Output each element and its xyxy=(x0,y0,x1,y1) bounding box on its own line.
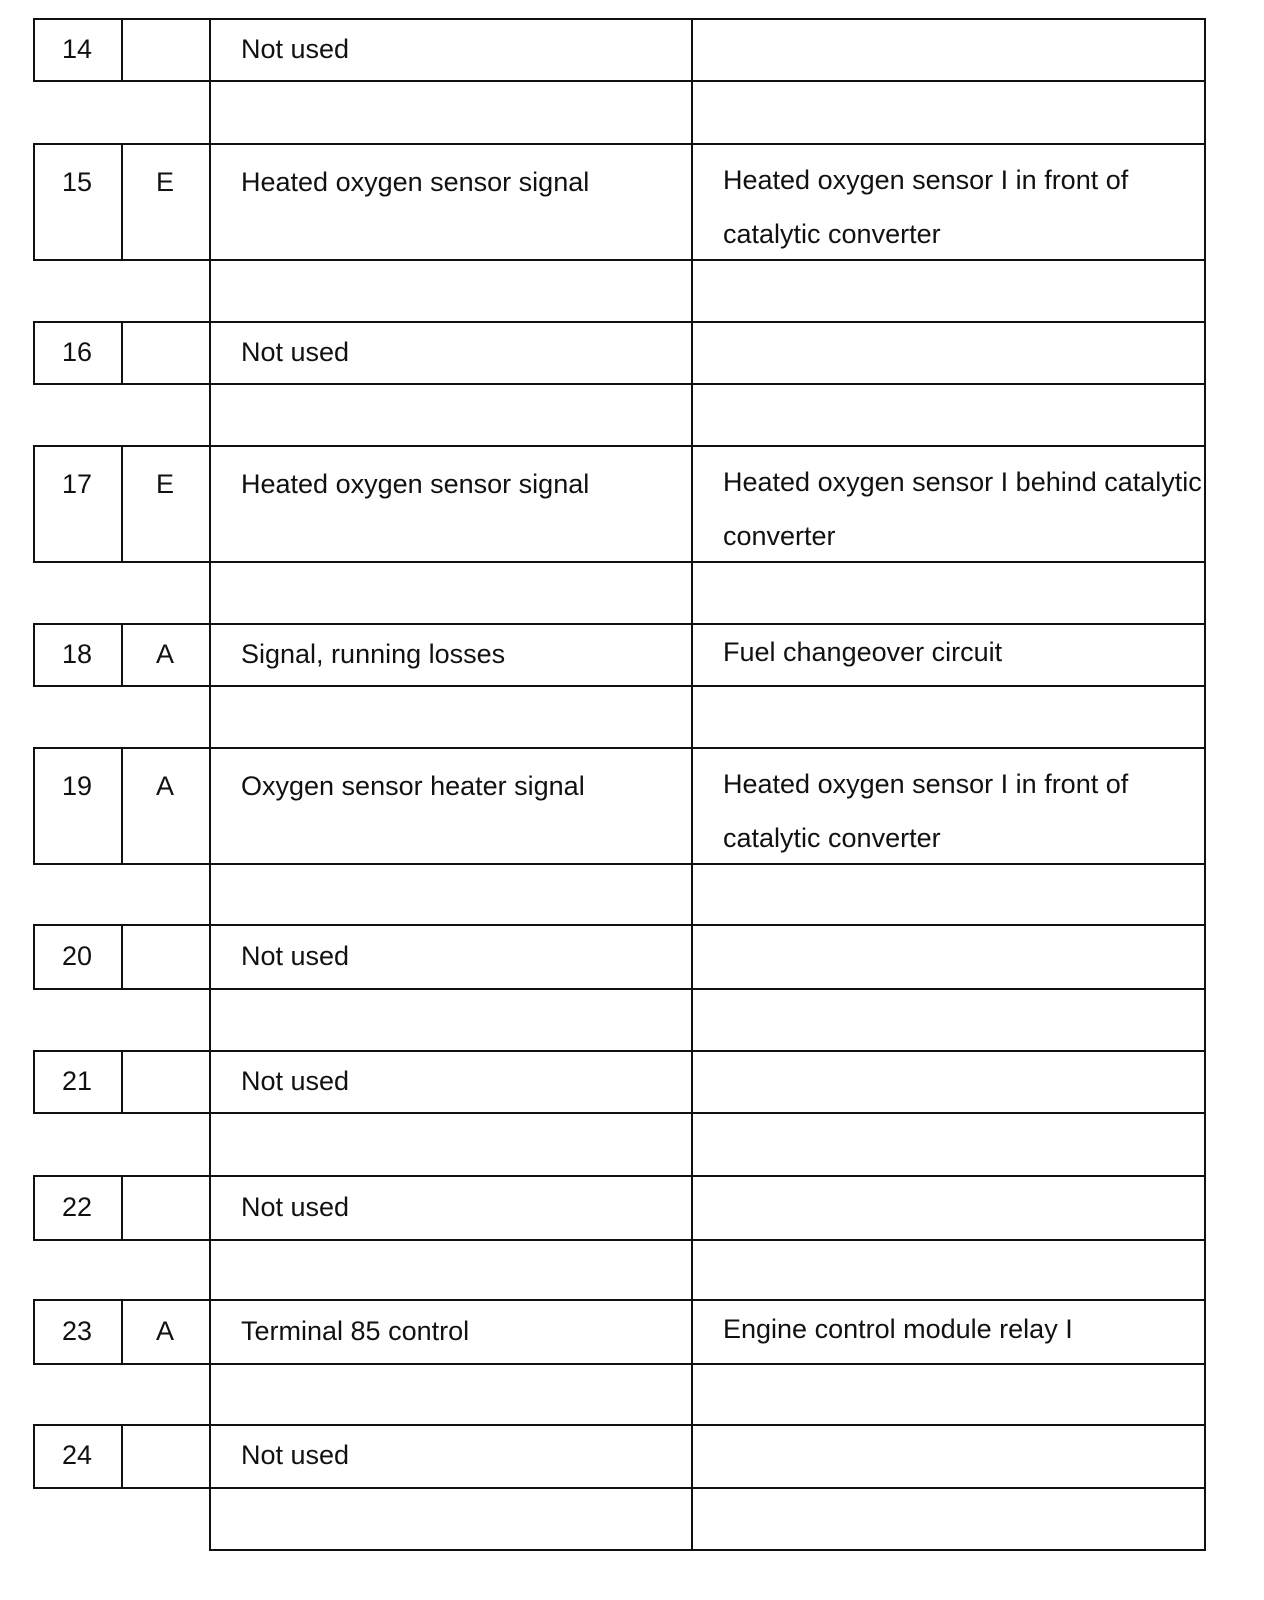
pin-type: A xyxy=(155,771,174,801)
signal-description: Heated oxygen sensor signal xyxy=(241,167,590,197)
pin-number: 21 xyxy=(61,1066,93,1096)
pin-type: A xyxy=(155,639,174,669)
grid-line-horizontal xyxy=(33,259,1206,261)
grid-line-horizontal xyxy=(33,1112,1206,1114)
signal-description: Not used xyxy=(241,1192,350,1222)
pin-type: E xyxy=(155,167,174,197)
grid-line-horizontal xyxy=(33,988,1206,990)
signal-description: Not used xyxy=(241,941,350,971)
signal-description: Not used xyxy=(241,34,350,64)
grid-line-horizontal xyxy=(33,1239,1206,1241)
grid-line-horizontal xyxy=(33,863,1206,865)
signal-description: Not used xyxy=(241,1066,350,1096)
destination-component xyxy=(691,16,1204,78)
signal-description: Signal, running losses xyxy=(241,639,506,669)
signal-description: Oxygen sensor heater signal xyxy=(241,771,585,801)
grid-line-horizontal xyxy=(33,1363,1206,1365)
pin-number: 15 xyxy=(61,167,93,197)
pin-number: 16 xyxy=(61,337,93,367)
signal-description: Heated oxygen sensor signal xyxy=(241,469,590,499)
destination-component: Heated oxygen sensor I in front of catalytic converter xyxy=(723,165,1129,249)
destination-component xyxy=(691,922,1204,986)
signal-description: Not used xyxy=(241,337,350,367)
pin-number: 22 xyxy=(61,1192,93,1222)
pin-number: 14 xyxy=(61,34,93,64)
grid-line-horizontal xyxy=(209,1549,1206,1551)
pin-type xyxy=(121,321,209,383)
destination-component xyxy=(691,1048,1204,1110)
pin-number: 23 xyxy=(61,1316,93,1346)
pin-number: 20 xyxy=(61,941,93,971)
pin-type xyxy=(121,1424,209,1487)
destination-component: Fuel changeover circuit xyxy=(723,637,1003,667)
pin-type xyxy=(121,18,209,80)
grid-line-horizontal xyxy=(33,445,1206,447)
grid-line-horizontal xyxy=(33,561,1206,563)
pin-number: 24 xyxy=(61,1440,93,1470)
grid-line-horizontal xyxy=(33,383,1206,385)
grid-line-horizontal xyxy=(33,1487,1206,1489)
signal-description: Terminal 85 control xyxy=(241,1316,470,1346)
grid-line-vertical xyxy=(1204,18,1206,1549)
pin-number: 18 xyxy=(61,639,93,669)
pin-type xyxy=(121,924,209,988)
destination-component: Heated oxygen sensor I in front of catalytic converter xyxy=(723,769,1129,853)
destination-component xyxy=(691,319,1204,381)
grid-line-horizontal xyxy=(33,143,1206,145)
grid-line-horizontal xyxy=(33,80,1206,82)
pin-number: 19 xyxy=(61,771,93,801)
destination-component xyxy=(691,1422,1204,1485)
pin-type xyxy=(121,1050,209,1112)
signal-description: Not used xyxy=(241,1440,350,1470)
destination-component: Heated oxygen sensor I behind catalytic converter xyxy=(723,467,1202,551)
pin-number: 17 xyxy=(61,469,93,499)
pin-type xyxy=(121,1175,209,1239)
destination-component xyxy=(691,1173,1204,1237)
destination-component: Engine control module relay I xyxy=(723,1314,1073,1344)
pin-type: E xyxy=(155,469,174,499)
pin-type: A xyxy=(155,1316,174,1346)
grid-line-horizontal xyxy=(33,685,1206,687)
grid-line-horizontal xyxy=(33,747,1206,749)
